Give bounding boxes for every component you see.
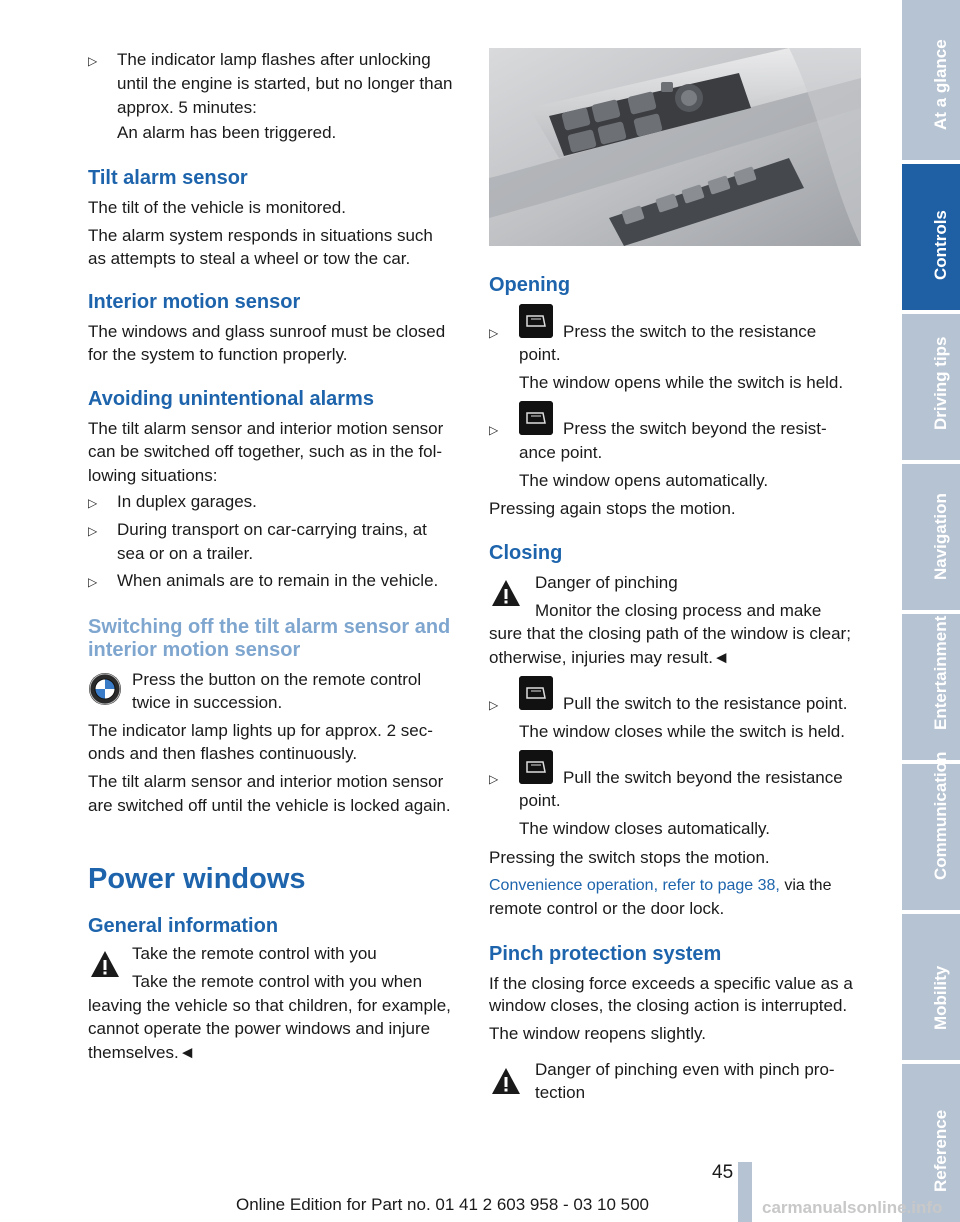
text-line: themselves.◄ (88, 1043, 196, 1062)
text-line: otherwise, injuries may result.◄ (489, 648, 730, 667)
warning-icon (88, 947, 122, 981)
online-edition-footer: Online Edition for Part no. 01 41 2 603 958 - 03 10 500 (236, 1195, 650, 1214)
text-line: cannot operate the power windows and injure (88, 1019, 431, 1038)
text-line: can be switched off together, such as in the fol- (88, 442, 443, 461)
bullet-marker: ▷ (88, 524, 98, 538)
text-line: point. (519, 791, 561, 810)
switching-off-heading: Switching off the tilt alarm sensor and (88, 616, 451, 638)
text-line: An alarm has been triggered. (117, 123, 337, 142)
text-line: Take the remote control with you when (132, 972, 423, 991)
warning-icon (489, 576, 523, 610)
tab-label: Navigation (931, 493, 950, 580)
tab-label: Driving tips (931, 336, 950, 430)
text-line: Danger of pinching (535, 573, 678, 592)
switching-off-heading: interior motion sensor (88, 639, 301, 661)
avoiding-alarms-heading: Avoiding unintentional alarms (88, 388, 374, 410)
text-line: Take the remote control with you (132, 944, 377, 963)
tab-controls[interactable] (902, 164, 960, 310)
text-line: The tilt alarm sensor and interior motion sensor (88, 772, 444, 791)
text-line: Pressing again stops the motion. (489, 499, 736, 518)
pinch-protection-heading: Pinch protection system (489, 943, 722, 965)
text-line: The alarm system responds in situations such (88, 226, 433, 245)
general-information-heading: General information (88, 915, 279, 937)
window-switch-open-auto-icon (519, 401, 553, 435)
text-line: The window opens while the switch is held. (519, 373, 844, 392)
text-line: Pressing the switch stops the motion. (489, 848, 770, 867)
bullet-marker: ▷ (489, 423, 499, 437)
text-line: In duplex garages. (117, 492, 257, 511)
text-line: Press the button on the remote control (132, 670, 422, 689)
convenience-operation-link[interactable]: Convenience operation, refer to page 38, (489, 877, 780, 894)
text-line: During transport on car-carrying trains, at (117, 520, 427, 539)
bullet-marker: ▷ (489, 698, 499, 712)
tab-label: At a glance (931, 39, 950, 130)
convenience-line (489, 874, 831, 897)
text-line: twice in succession. (132, 693, 283, 712)
bullet-marker: ▷ (489, 326, 499, 340)
text-line: Press the switch to the resistance (563, 322, 817, 341)
text-line: as attempts to steal a wheel or tow the car. (88, 249, 411, 268)
text-line: The indicator lamp flashes after unlocking (117, 50, 431, 69)
text-line: window closes, the closing action is interrupted. (489, 996, 848, 1015)
text-line: onds and then flashes continuously. (88, 744, 358, 763)
text-line: ance point. (519, 443, 603, 462)
text-line: sure that the closing path of the window is clear; (489, 624, 851, 643)
text-line: Press the switch beyond the resist- (563, 419, 827, 438)
window-switch-close-icon (519, 676, 553, 710)
text-line: Monitor the closing process and make (535, 601, 822, 620)
tab-label: Entertainment (931, 615, 950, 730)
window-switch-open-icon (519, 304, 553, 338)
tab-driving-tips[interactable] (902, 314, 960, 460)
text-line: approx. 5 minutes: (117, 98, 257, 117)
text-line: The window opens automatically. (519, 471, 769, 490)
text-line: The window closes while the switch is held. (519, 722, 845, 741)
bullet-marker: ▷ (88, 575, 98, 589)
bmw-logo-icon (88, 672, 122, 706)
window-switch-close-auto-icon (519, 750, 553, 784)
text-line: If the closing force exceeds a specific value as a (489, 974, 853, 993)
power-windows-heading: Power windows (88, 863, 306, 895)
text-line: leaving the vehicle so that children, for example, (88, 996, 451, 1015)
page-number-bar (738, 1162, 752, 1222)
text-span: via the (779, 877, 832, 894)
text-line: for the system to function properly. (88, 345, 348, 364)
text-line: lowing situations: (88, 466, 218, 485)
text-line: The tilt of the vehicle is monitored. (88, 198, 346, 217)
text-line: The windows and glass sunroof must be closed (88, 322, 446, 341)
tab-label: Mobility (931, 965, 950, 1030)
text-line: sea or on a trailer. (117, 544, 254, 563)
page-number: 45 (712, 1162, 734, 1183)
tab-label: Communication (931, 751, 950, 880)
tab-at-a-glance[interactable] (902, 0, 960, 160)
text-line: until the engine is started, but no longer than (117, 74, 453, 93)
text-line: Pull the switch beyond the resistance (563, 768, 843, 787)
bullet-marker: ▷ (88, 496, 98, 510)
text-line: point. (519, 345, 561, 364)
text-line: Danger of pinching even with pinch pro- (535, 1060, 835, 1079)
tilt-alarm-heading: Tilt alarm sensor (88, 167, 248, 189)
chapter-tab-sidebar (902, 0, 960, 1222)
text-line: When animals are to remain in the vehicle. (117, 571, 439, 590)
watermark: carmanualsonline.info (762, 1198, 943, 1217)
opening-heading: Opening (489, 274, 571, 296)
text-line: The window reopens slightly. (489, 1024, 707, 1043)
tab-communication[interactable] (902, 751, 960, 910)
tab-entertainment[interactable] (902, 614, 960, 760)
warning-icon (489, 1064, 523, 1098)
closing-heading: Closing (489, 542, 563, 564)
bullet-marker: ▷ (88, 54, 98, 68)
text-line: The indicator lamp lights up for approx. 2 sec- (88, 721, 433, 740)
text-line: remote control or the door lock. (489, 899, 725, 918)
tab-navigation[interactable] (902, 464, 960, 610)
window-switch-panel-photo (489, 48, 861, 246)
text-line: Pull the switch to the resistance point. (563, 694, 848, 713)
tab-label: Reference (931, 1109, 950, 1192)
tab-mobility[interactable] (902, 914, 960, 1060)
text-line: are switched off until the vehicle is locked again. (88, 796, 451, 815)
text-line: The tilt alarm sensor and interior motion sensor (88, 419, 444, 438)
tab-label: Controls (931, 210, 950, 280)
bullet-marker: ▷ (489, 772, 499, 786)
text-line: tection (535, 1083, 586, 1102)
text-line: The window closes automatically. (519, 819, 771, 838)
interior-motion-heading: Interior motion sensor (88, 291, 301, 313)
